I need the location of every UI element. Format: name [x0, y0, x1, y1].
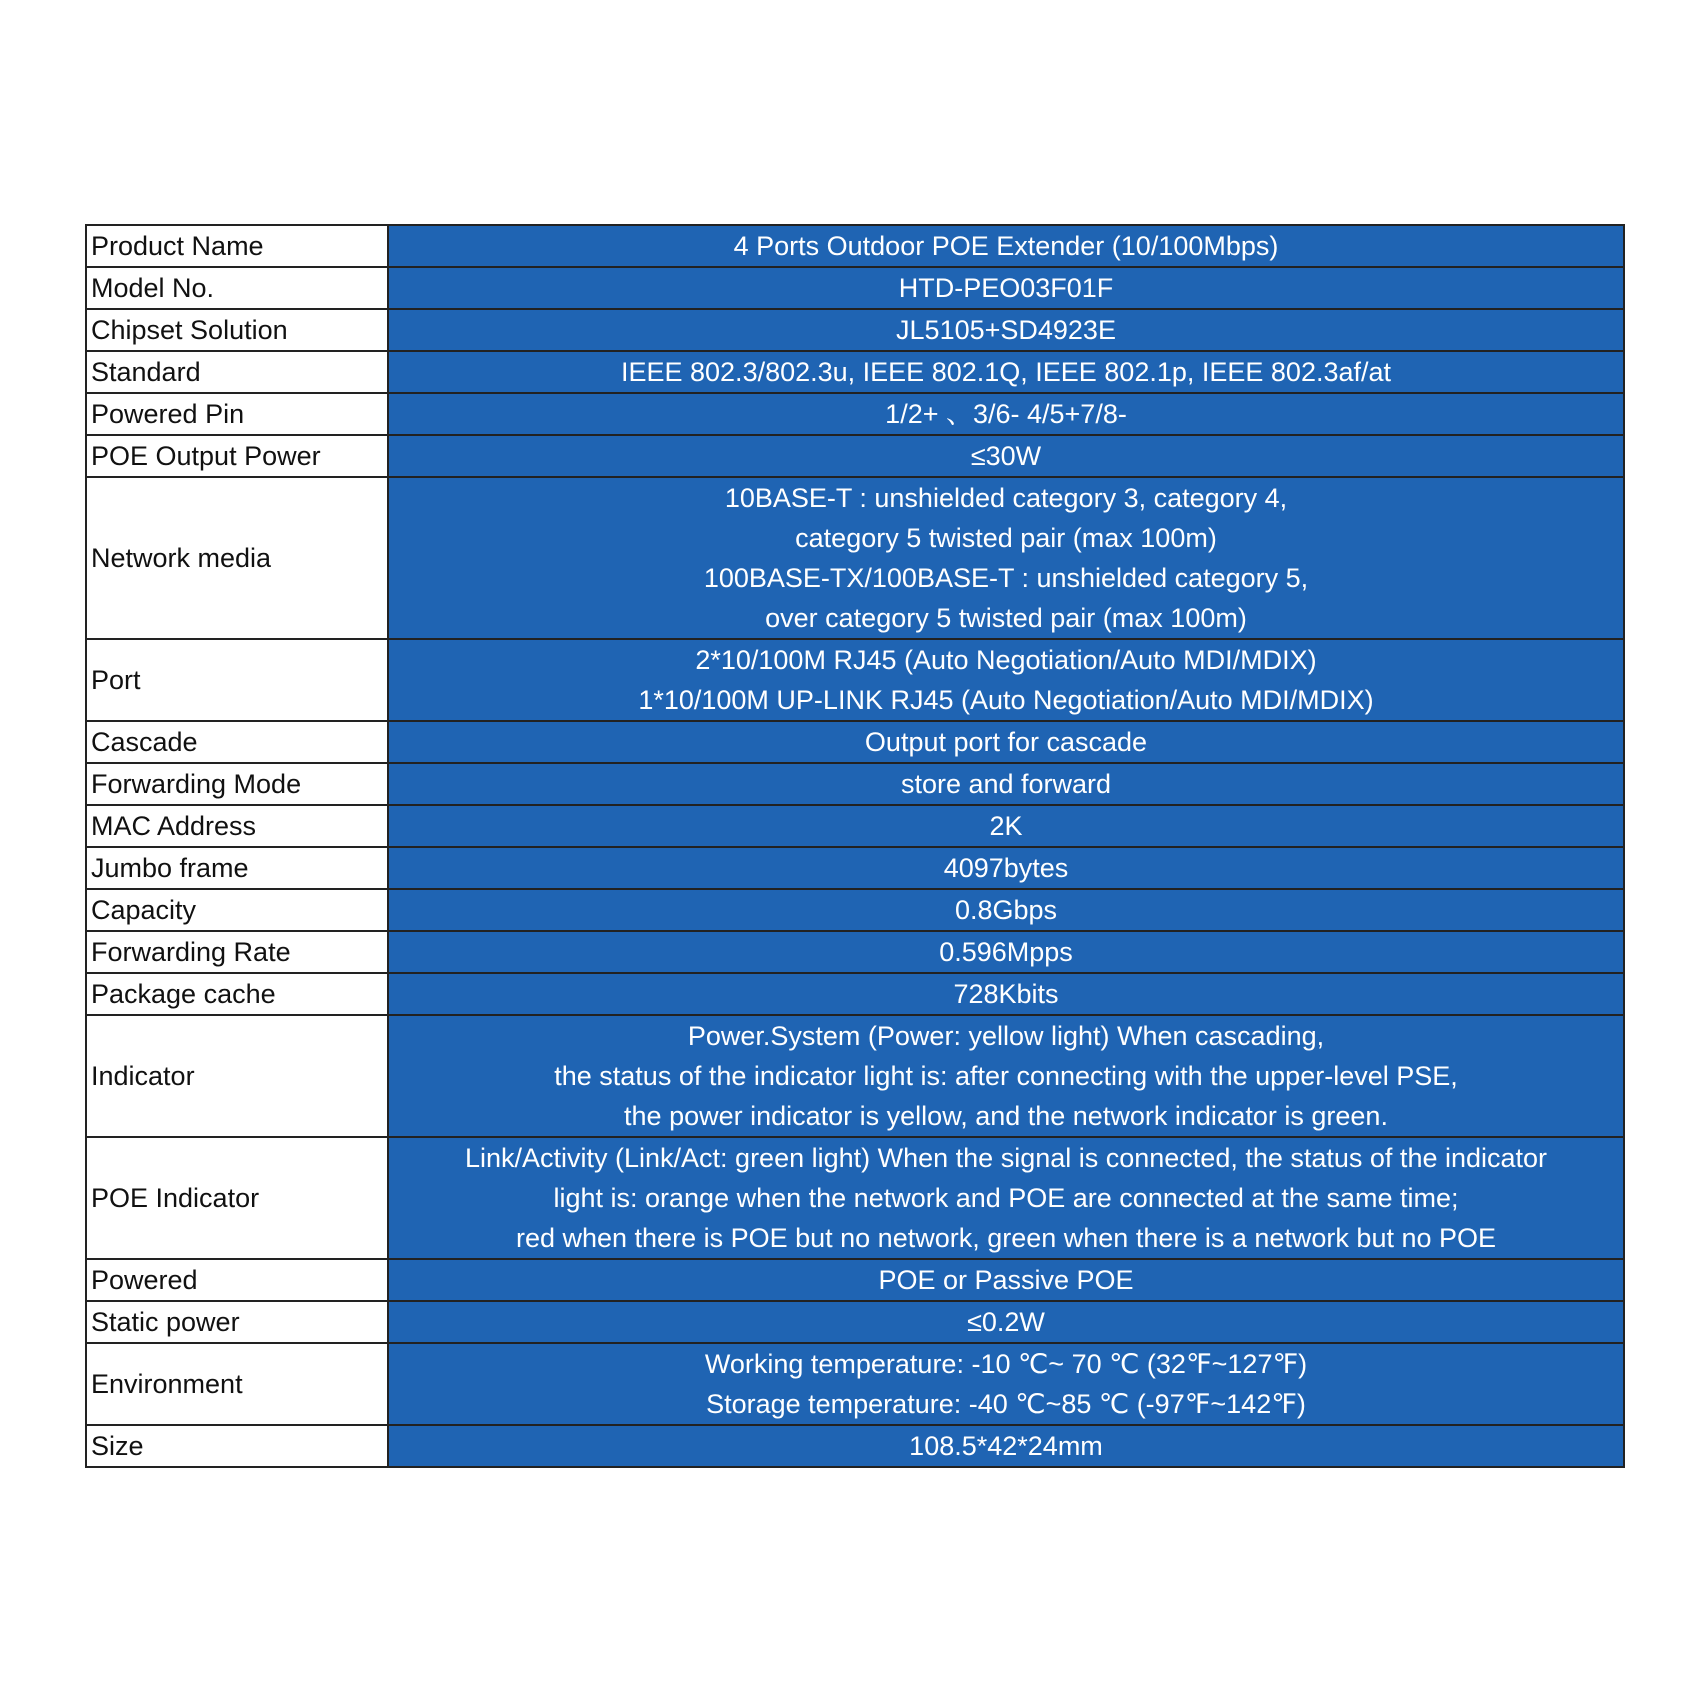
spec-label: Jumbo frame — [86, 847, 388, 889]
spec-label: Forwarding Mode — [86, 763, 388, 805]
spec-value — [388, 351, 1624, 393]
spec-table — [85, 224, 1625, 1468]
spec-value — [388, 889, 1624, 931]
spec-label: Cascade — [86, 721, 388, 763]
spec-label: Size — [86, 1425, 388, 1467]
spec-value-line: 2*10/100M RJ45 (Auto Negotiation/Auto MDI/MDIX) — [695, 645, 1317, 675]
spec-label: Product Name — [86, 225, 388, 267]
spec-row — [86, 721, 1624, 763]
spec-row — [86, 1015, 1624, 1137]
spec-value-line: 10BASE-T : unshielded category 3, category 4, — [724, 483, 1288, 513]
spec-row — [86, 267, 1624, 309]
spec-value — [388, 1137, 1624, 1259]
spec-value-line: light is: orange when the network and POE are connected at the same time; — [553, 1183, 1459, 1213]
spec-row — [86, 1425, 1624, 1467]
spec-value — [388, 1343, 1624, 1425]
spec-value-line: 0.596Mpps — [939, 937, 1073, 967]
spec-value — [388, 1015, 1624, 1137]
spec-value-line: ≤0.2W — [967, 1307, 1045, 1337]
spec-row — [86, 309, 1624, 351]
spec-label: Model No. — [86, 267, 388, 309]
spec-value-line: IEEE 802.3/802.3u, IEEE 802.1Q, IEEE 802.1p, IEEE 802.3af/at — [620, 357, 1392, 387]
spec-value — [388, 721, 1624, 763]
spec-value-line: Link/Activity (Link/Act: green light) When the signal is connected, the status of the indicator — [464, 1143, 1548, 1173]
spec-row — [86, 1301, 1624, 1343]
spec-value-line: over category 5 twisted pair (max 100m) — [765, 603, 1247, 633]
spec-value-line: POE or Passive POE — [878, 1265, 1134, 1295]
spec-value-line: store and forward — [900, 769, 1112, 799]
spec-value-line: Working temperature: -10 ℃~ 70 ℃ (32℉~127℉) — [704, 1349, 1308, 1379]
spec-value — [388, 477, 1624, 639]
spec-label: Capacity — [86, 889, 388, 931]
spec-value — [388, 435, 1624, 477]
spec-value-line: 1*10/100M UP-LINK RJ45 (Auto Negotiation/Auto MDI/MDIX) — [638, 685, 1374, 715]
spec-row — [86, 847, 1624, 889]
spec-value-line: the power indicator is yellow, and the network indicator is green. — [624, 1101, 1388, 1131]
spec-row — [86, 1343, 1624, 1425]
spec-value — [388, 393, 1624, 435]
spec-value — [388, 639, 1624, 721]
spec-value-line: 2K — [989, 811, 1023, 841]
spec-value-line: Power.System (Power: yellow light) When cascading, — [687, 1021, 1325, 1051]
spec-label: Network media — [86, 477, 388, 639]
spec-value-line: 108.5*42*24mm — [909, 1431, 1103, 1461]
spec-table-body — [86, 225, 1624, 1467]
spec-label: Static power — [86, 1301, 388, 1343]
spec-label: MAC Address — [86, 805, 388, 847]
spec-value — [388, 1301, 1624, 1343]
spec-value — [388, 309, 1624, 351]
spec-row — [86, 225, 1624, 267]
spec-value — [388, 931, 1624, 973]
spec-value-line: HTD-PEO03F01F — [898, 273, 1114, 303]
spec-label: Chipset Solution — [86, 309, 388, 351]
spec-label: Powered — [86, 1259, 388, 1301]
spec-label: Indicator — [86, 1015, 388, 1137]
spec-value-line: Output port for cascade — [864, 727, 1148, 757]
spec-row — [86, 889, 1624, 931]
spec-row — [86, 477, 1624, 639]
spec-row — [86, 931, 1624, 973]
spec-value-line: the status of the indicator light is: after connecting with the upper-level PSE, — [554, 1061, 1458, 1091]
spec-label: Forwarding Rate — [86, 931, 388, 973]
spec-value — [388, 1259, 1624, 1301]
spec-value-line: red when there is POE but no network, green when there is a network but no POE — [515, 1223, 1497, 1253]
spec-label: Package cache — [86, 973, 388, 1015]
spec-value-line: 728Kbits — [953, 979, 1059, 1009]
spec-label: POE Output Power — [86, 435, 388, 477]
spec-row — [86, 763, 1624, 805]
spec-row — [86, 393, 1624, 435]
spec-value — [388, 763, 1624, 805]
spec-value — [388, 847, 1624, 889]
spec-row — [86, 435, 1624, 477]
spec-value-line: 0.8Gbps — [954, 895, 1058, 925]
spec-label: Standard — [86, 351, 388, 393]
spec-row — [86, 1137, 1624, 1259]
spec-value-line: 4097bytes — [943, 853, 1069, 883]
spec-value-line: 1/2+ 、3/6- 4/5+7/8- — [885, 399, 1127, 429]
spec-value-line: ≤30W — [970, 441, 1042, 471]
spec-value — [388, 973, 1624, 1015]
spec-row — [86, 805, 1624, 847]
spec-value-line: category 5 twisted pair (max 100m) — [795, 523, 1217, 553]
spec-value — [388, 225, 1624, 267]
spec-label: POE Indicator — [86, 1137, 388, 1259]
spec-row — [86, 639, 1624, 721]
spec-value-line: Storage temperature: -40 ℃~85 ℃ (-97℉~142℉) — [706, 1389, 1306, 1419]
spec-value-line: JL5105+SD4923E — [896, 315, 1116, 345]
spec-row — [86, 351, 1624, 393]
spec-row — [86, 973, 1624, 1015]
spec-value-line: 4 Ports Outdoor POE Extender (10/100Mbps) — [733, 231, 1279, 261]
spec-label: Powered Pin — [86, 393, 388, 435]
spec-label: Port — [86, 639, 388, 721]
spec-value — [388, 1425, 1624, 1467]
spec-value — [388, 267, 1624, 309]
spec-value-line: 100BASE-TX/100BASE-T : unshielded category 5, — [703, 563, 1309, 593]
spec-value — [388, 805, 1624, 847]
spec-row — [86, 1259, 1624, 1301]
spec-label: Environment — [86, 1343, 388, 1425]
